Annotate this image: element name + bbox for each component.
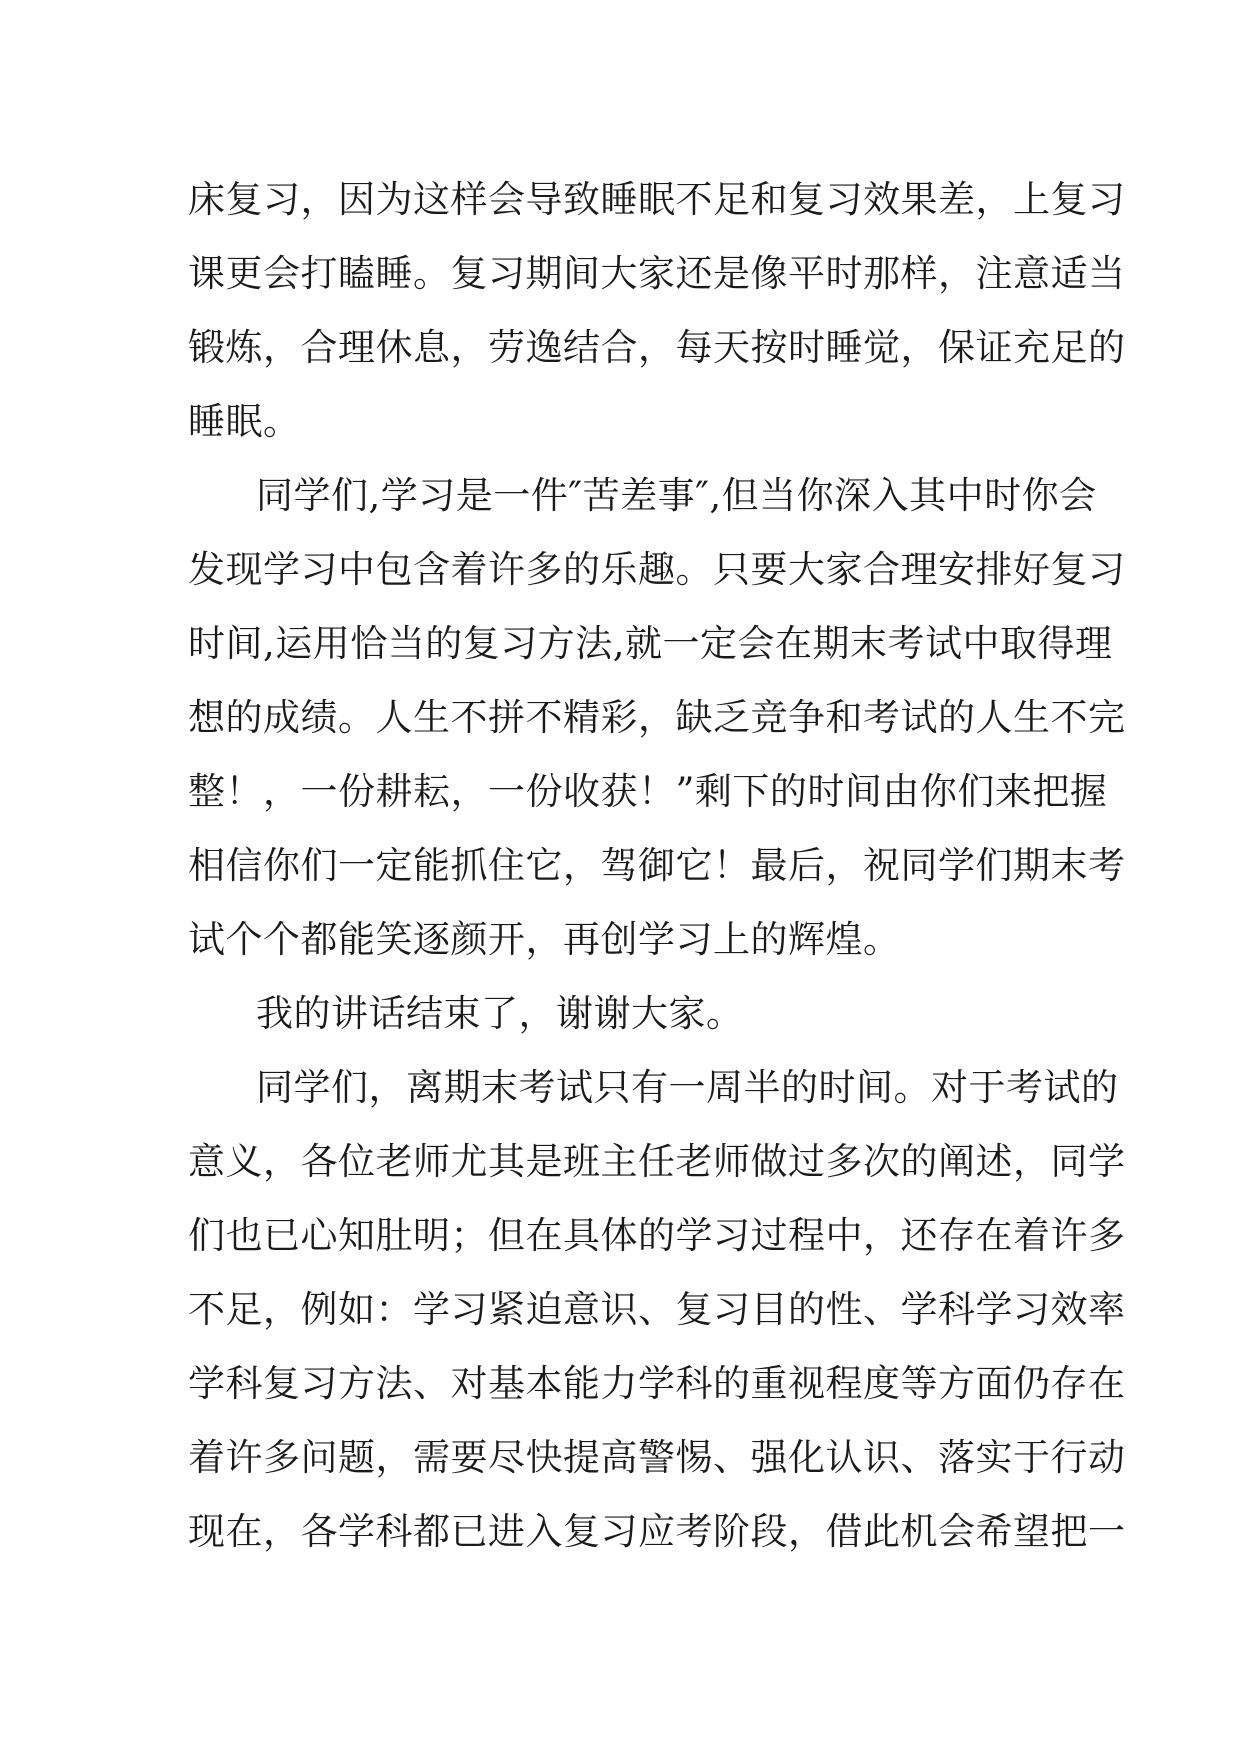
text-line: 想的成绩。人生不拼不精彩，缺乏竞争和考试的人生不完 xyxy=(188,696,1126,739)
text-line: 着许多问题，需要尽快提高警惕、强化认识、落实于行动 xyxy=(188,1436,1126,1479)
text-line: 课更会打瞌睡。复习期间大家还是像平时那样，注意适当 xyxy=(188,252,1126,295)
text-line: 睡眠。 xyxy=(188,400,301,443)
text-line: 床复习，因为这样会导致睡眠不足和复习效果差，上复习 xyxy=(188,178,1126,221)
text-line: 相信你们一定能抓住它，驾御它！最后，祝同学们期末考 xyxy=(188,844,1126,887)
text-line: 锻炼，合理休息，劳逸结合，每天按时睡觉，保证充足的 xyxy=(188,326,1126,369)
paragraph-first-line: 我的讲话结束了，谢谢大家。 xyxy=(256,992,744,1035)
text-line: 整！，一份耕耘，一份收获！”剩下的时间由你们来把握 xyxy=(188,770,1108,813)
paragraph-first-line: 同学们,学习是一件″苦差事″,但当你深入其中时你会 xyxy=(256,474,1097,517)
text-line: 们也已心知肚明；但在具体的学习过程中，还存在着许多 xyxy=(188,1214,1126,1257)
text-line: 意义，各位老师尤其是班主任老师做过多次的阐述，同学 xyxy=(188,1140,1126,1183)
text-line: 发现学习中包含着许多的乐趣。只要大家合理安排好复习 xyxy=(188,548,1126,591)
text-line: 时间,运用恰当的复习方法,就一定会在期末考试中取得理 xyxy=(188,622,1113,665)
body-text xyxy=(188,163,1126,1569)
paragraph-first-line: 同学们，离期末考试只有一周半的时间。对于考试的 xyxy=(256,1066,1119,1109)
text-line: 试个个都能笑逐颜开，再创学习上的辉煌。 xyxy=(188,918,901,961)
text-line: 学科复习方法、对基本能力学科的重视程度等方面仍存在 xyxy=(188,1362,1126,1405)
text-line: 现在，各学科都已进入复习应考阶段，借此机会希望把一 xyxy=(188,1510,1126,1553)
text-line: 不足，例如：学习紧迫意识、复习目的性、学科学习效率 xyxy=(188,1288,1126,1331)
